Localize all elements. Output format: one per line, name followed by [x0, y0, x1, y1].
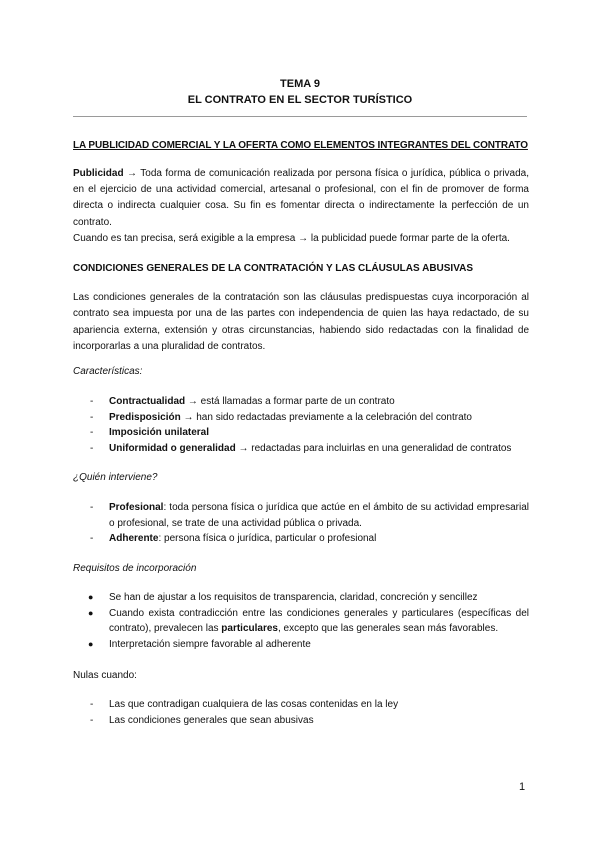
dash-marker: -: [90, 427, 94, 439]
caracteristicas-list: [73, 394, 529, 457]
nulas-list: [73, 697, 529, 728]
item-text: redactadas para incluirlas en una generalidad de contratos: [248, 443, 512, 455]
list-item: [73, 590, 529, 606]
item-text: : toda persona física o jurídica que actúe en el ámbito de su actividad empresarial o profesional, se trate de una actividad pública o privada.: [109, 502, 529, 529]
list-item: [73, 410, 529, 426]
section-heading-publicidad: LA PUBLICIDAD COMERCIAL Y LA OFERTA COMO ELEMENTOS INTEGRANTES DEL CONTRATO: [73, 140, 528, 151]
requisitos-heading: Requisitos de incorporación: [73, 563, 197, 574]
item-term: Imposición unilateral: [109, 427, 210, 439]
page-number: 1: [519, 781, 526, 793]
item-term: Profesional: [109, 502, 164, 513]
list-item: [73, 441, 529, 457]
publicidad-paragraph: [73, 166, 529, 247]
nulas-heading: Nulas cuando:: [73, 670, 137, 681]
item-text: Las condiciones generales que sean abusivas: [109, 714, 314, 726]
dash-marker: -: [90, 533, 94, 545]
publicidad-note-end: la publicidad puede formar parte de la oferta.: [308, 232, 510, 244]
item-term: Predisposición: [109, 411, 181, 423]
list-item: [73, 425, 529, 441]
arrow-icon: →: [183, 411, 194, 423]
list-item: [73, 500, 529, 531]
item-text: Cuando exista contradicción entre las condiciones generales y particulares (específicas del contrato), prevalecen las: [109, 607, 529, 635]
requisitos-list: [73, 590, 529, 653]
arrow-icon: →: [298, 232, 309, 244]
dash-marker: -: [90, 502, 94, 513]
dash-marker: -: [90, 443, 94, 455]
dash-marker: -: [90, 411, 94, 423]
item-text: : persona física o jurídica, particular o profesional: [158, 533, 377, 545]
tema-number: TEMA 9: [280, 78, 320, 90]
item-text: Interpretación siempre favorable al adherente: [109, 639, 311, 651]
list-item: [73, 697, 529, 713]
arrow-icon: →: [187, 396, 198, 407]
item-text: han sido redactadas previamente a la celebración del contrato: [193, 411, 472, 423]
list-item: [73, 394, 529, 410]
item-text: , excepto que las generales sean más favorables.: [277, 623, 499, 635]
list-item: [73, 637, 529, 653]
list-item: [73, 606, 529, 637]
list-item: [73, 713, 529, 729]
caracteristicas-heading: Características:: [73, 366, 143, 377]
document-title: EL CONTRATO EN EL SECTOR TURÍSTICO: [187, 94, 413, 106]
item-text: está llamadas a formar parte de un contrato: [197, 396, 395, 407]
bullet-icon: ●: [88, 607, 94, 618]
bullet-icon: ●: [88, 592, 94, 602]
item-term: Contractualidad: [109, 396, 186, 407]
item-emphasis: particulares: [221, 623, 278, 635]
dash-marker: -: [90, 396, 94, 407]
arrow-icon: →: [238, 443, 249, 455]
title-divider: [73, 116, 527, 117]
dash-marker: -: [90, 714, 94, 726]
condiciones-paragraph: Las condiciones generales de la contratación son las cláusulas predispuestas cuya incorporación al contrato sea impuesta por una de las partes con independencia de quien las haya redactado, de su apariencia externa, extensión y otras circunstancias, habiendo sido redactadas con la finalidad de incorporarlas a una pluralidad de contratos.: [73, 292, 529, 353]
bullet-icon: ●: [88, 639, 94, 650]
dash-marker: -: [90, 699, 94, 710]
publicidad-definition: Toda forma de comunicación realizada por persona física o jurídica, pública o privada, en el ejercicio de una actividad comercial, artesanal o profesional, con el fin de promover de forma directa o indirecta cualquier cosa. Su fin es fomentar directa o indirectamente la perfección de un contrato.: [73, 168, 529, 228]
item-text: Las que contradigan cualquiera de las cosas contenidas en la ley: [109, 699, 399, 710]
section-heading-condiciones: CONDICIONES GENERALES DE LA CONTRATACIÓN Y LAS CLÁUSULAS ABUSIVAS: [73, 263, 474, 274]
arrow-icon: →: [127, 168, 138, 179]
quien-heading: ¿Quién interviene?: [73, 472, 158, 483]
list-item: [73, 531, 529, 547]
publicidad-term: Publicidad: [73, 168, 124, 179]
publicidad-note-start: Cuando es tan precisa, será exigible a la empresa: [73, 232, 299, 244]
item-text: Se han de ajustar a los requisitos de transparencia, claridad, concreción y sencillez: [109, 592, 478, 603]
item-term: Uniformidad o generalidad: [109, 443, 236, 455]
quien-list: [73, 500, 529, 547]
document-title-block: [0, 76, 600, 108]
item-term: Adherente: [109, 533, 159, 545]
